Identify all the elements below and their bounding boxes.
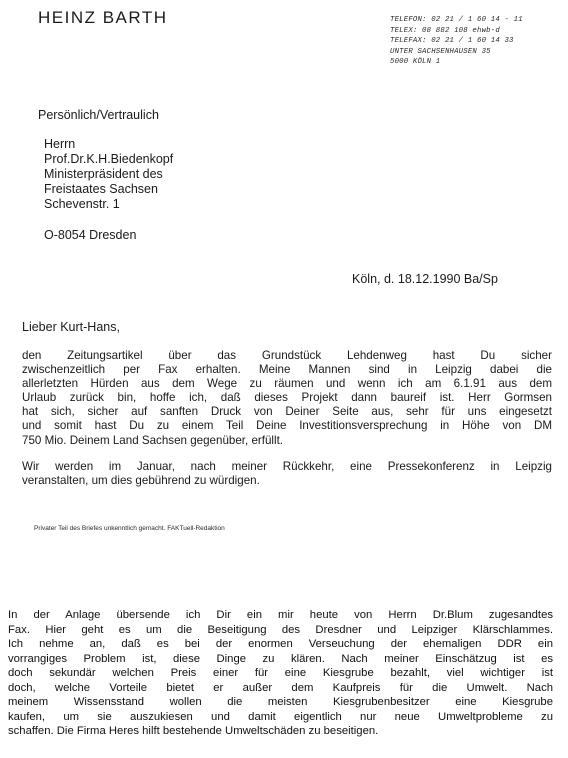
paragraph-line: meinem Wissensstand wollen die meisten Kiesgrubenbesitzer eine Kiesgrube bbox=[8, 696, 553, 708]
paragraph-line: allerletzten Hürden aus dem Wege zu räumen und wenn ich am 6.1.91 aus dem bbox=[22, 377, 552, 391]
recipient-city: O-8054 Dresden bbox=[44, 228, 137, 242]
recipient-line: Schevenstr. 1 bbox=[44, 197, 120, 211]
contact-telex: TELEX: 08 882 108 ehwb-d bbox=[390, 26, 500, 35]
dateline: Köln, d. 18.12.1990 Ba/Sp bbox=[352, 272, 498, 286]
paragraph-line: schaffen. Die Firma Heres hilft bestehende Umweltschäden zu beseitigen. bbox=[8, 725, 379, 737]
recipient-line: Herrn bbox=[44, 137, 76, 151]
redaction-note: Privater Teil des Briefes unkenntlich gemacht. FAKTuell-Redaktion bbox=[34, 525, 225, 532]
paragraph-line: und somit hast Du zu einem Teil Deine Investitionsversprechung in Höhe von DM bbox=[22, 419, 552, 433]
contact-street: UNTER SACHSENHAUSEN 35 bbox=[390, 47, 491, 56]
paragraph-line: Fax. Hier geht es um die Beseitigung des Dresdner und Leipziger Klärschlammes. bbox=[8, 623, 553, 636]
paragraph-line: vorrangiges Problem ist, diese Dinge zu klären. Nach meiner Einschätzug ist es bbox=[8, 652, 553, 665]
contact-phone: TELEFON: 02 21 / 1 60 14 - 11 bbox=[390, 16, 523, 24]
salutation: Lieber Kurt-Hans, bbox=[22, 320, 120, 334]
paragraph-line: veranstalten, um dies gebührend zu würdigen. bbox=[22, 474, 260, 488]
paragraph-line: zwischenzeitlich per Fax erhalten. Meine Mannen sind in Leipzig dabei die bbox=[22, 363, 552, 377]
paragraph-line: Wir werden im Januar, nach meiner Rückkehr, eine Pressekonferenz in Leipzig bbox=[22, 460, 552, 473]
confidential-marking: Persönlich/Vertraulich bbox=[38, 108, 159, 122]
paragraph-line: doch sekundär welchen Preis einer für eine Kiesgrube bezahlt, viel wichtiger ist bbox=[8, 667, 553, 679]
paragraph-3 bbox=[8, 608, 553, 739]
paragraph-line: den Zeitungsartikel über das Grundstück Lehdenweg hast Du sicher bbox=[22, 349, 552, 362]
paragraph-line: In der Anlage übersende ich Dir ein mir heute von Herrn Dr.Blum zugesandtes bbox=[8, 609, 553, 621]
contact-city: 5000 KÖLN 1 bbox=[390, 58, 441, 67]
paragraph-line: 750 Mio. Deinem Land Sachsen gegenüber, erfüllt. bbox=[22, 433, 284, 447]
paragraph-line: hat sich, sicher auf sanften Druck von Deiner Seite aus, sehr für uns eingesetzt bbox=[22, 405, 552, 419]
paragraph-line: Ich nehme an, daß es bei der enormen Verseuchung der ehemaligen DDR ein bbox=[8, 638, 553, 650]
contact-telefax: TELEFAX: 02 21 / 1 60 14 33 bbox=[390, 37, 514, 46]
letterhead-name: HEINZ BARTH bbox=[38, 8, 168, 27]
recipient-line: Freistaates Sachsen bbox=[44, 182, 158, 196]
paragraph-line: doch, welche Vorteile bietet er außer dem Kaufpreis für die Umwelt. Nach bbox=[8, 681, 553, 694]
recipient-line: Prof.Dr.K.H.Biedenkopf bbox=[44, 152, 174, 166]
paragraph-line: Urlaub zurück bin, hoffe ich, daß dieses Projekt dann baureif ist. Herr Gormsen bbox=[22, 391, 552, 405]
paragraph-line: kaufen, um sie auszukiesen und damit eigentlich nur neue Umweltprobleme zu bbox=[8, 710, 553, 723]
paragraph-1 bbox=[22, 349, 552, 448]
letterhead-contact-block bbox=[390, 15, 560, 68]
recipient-line: Ministerpräsident des bbox=[44, 167, 163, 181]
paragraph-2 bbox=[22, 460, 552, 489]
recipient-address bbox=[44, 137, 173, 243]
